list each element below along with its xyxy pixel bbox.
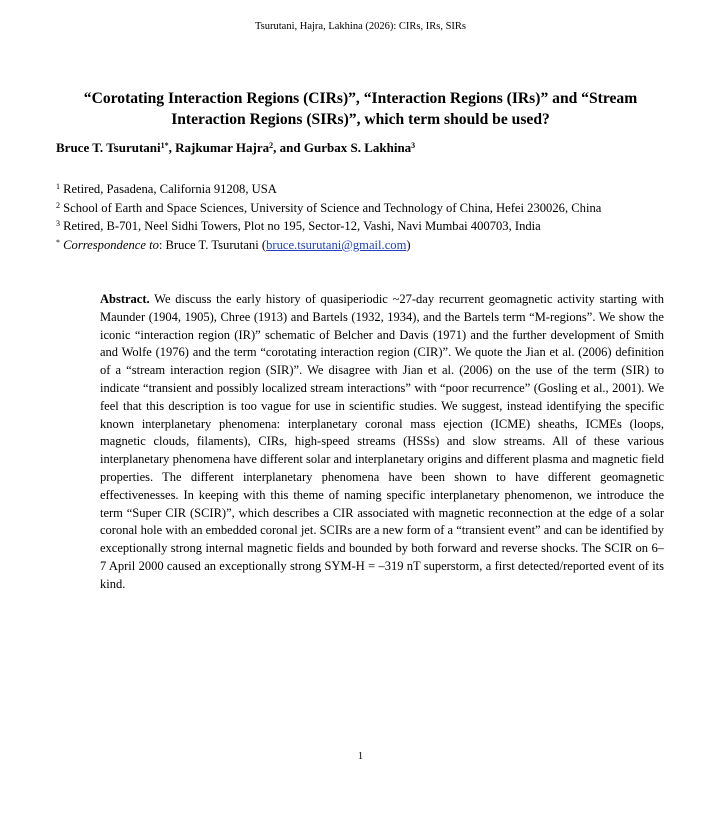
author-name: Gurbax S. Lakhina xyxy=(303,140,412,155)
affiliation-text: Retired, Pasadena, California 91208, USA xyxy=(60,182,277,196)
affiliation-item xyxy=(56,199,665,218)
page-number: 1 xyxy=(357,751,364,762)
affiliation-text: School of Earth and Space Sciences, University of Science and Technology of China, Hefei 230026, China xyxy=(60,200,602,215)
author-name: Rajkumar Hajra xyxy=(175,140,270,155)
author-list xyxy=(56,139,665,156)
author-name: Bruce T. Tsurutani xyxy=(56,140,161,155)
affiliation-mark: 1 xyxy=(56,182,60,191)
affiliation-mark: 3 xyxy=(56,219,60,228)
author-affiliation-mark: 3 xyxy=(411,141,416,150)
abstract-text: We discuss the early history of quasiperiodic ~27-day recurrent geomagnetic activity starting with Maunder (1904, 1905), Chree (1913) and Bartels (1932, 1934), and the Bartels term “M-regions”. We show the iconic “interaction region (IR)” schematic of Belcher and Davis (1971) and the further development of Smith and Wolfe (1976) and the term “corotating interaction region (CIR)”. We quote the Jian et al. (2006) definition of a “stream interaction region (SIR)”. We disagree with Jian et al. (2006) on the use of the term (SIR) to indicate “transient and possibly localized stream interactions” with “poor recurrence” (Gosling et al., 2001). We feel that this description is too vague for use in scientific studies. We suggest, instead identifying the specific known interplanetary phenomena: interplanetary coronal mass ejection (ICME) sheaths, ICMEs (loops, magnetic clouds, filaments), CIRs, high-speed streams (HSSs) and slow streams. All of these various interplanetary phenomena have different solar and interplanetary origins and different plasma and magnetic field properties. The different interplanetary phenomena have been shown to have different geomagnetic effectivenesses. In keeping with this theme of naming specific interplanetary phenomenon, we introduce the term “Super CIR (SCIR)”, which describes a CIR associated with magnetic reconnection at the edge of a solar coronal hole with an embedded coronal jet. SCIRs are a new form of a “transient event” and can be identified by exceptionally strong internal magnetic fields and bounded by both forward and reverse shocks. The SCIR on 6–7 April 2000 caused an exceptionally strong SYM-H = –319 nT superstorm, a first detected/reported event of its kind. xyxy=(100,292,664,591)
correspondence-label: Correspondence to xyxy=(60,237,159,252)
correspondence-email-link[interactable]: bruce.tsurutani@gmail.com xyxy=(266,237,407,252)
abstract-label: Abstract. xyxy=(100,292,150,306)
affiliation-text: Retired, B-701, Neel Sidhi Towers, Plot no 195, Sector-12, Vashi, Navi Mumbai 400703, India xyxy=(60,219,541,233)
author-separator: , and xyxy=(273,140,304,155)
affiliation-list xyxy=(56,180,665,254)
author-affiliation-mark: 1* xyxy=(160,141,169,150)
correspondence-close: ) xyxy=(406,237,411,252)
affiliation-mark: 2 xyxy=(56,200,60,210)
paper-title: “Corotating Interaction Regions (CIRs)”, “Interaction Regions (IRs)” and “Stream Interaction Regions (SIRs)”, which term should be used? xyxy=(83,90,638,128)
affiliation-item xyxy=(56,217,665,236)
running-head: Tsurutani, Hajra, Lakhina (2026): CIRs, IRs, SIRs xyxy=(255,21,466,32)
author-affiliation-mark: 2 xyxy=(269,141,274,150)
correspondence-line xyxy=(56,236,665,255)
affiliation-item xyxy=(56,180,665,199)
correspondence-text: : Bruce T. Tsurutani ( xyxy=(158,237,267,252)
abstract xyxy=(100,291,664,594)
author-separator: , xyxy=(168,140,176,155)
correspondence-mark: * xyxy=(56,237,60,247)
